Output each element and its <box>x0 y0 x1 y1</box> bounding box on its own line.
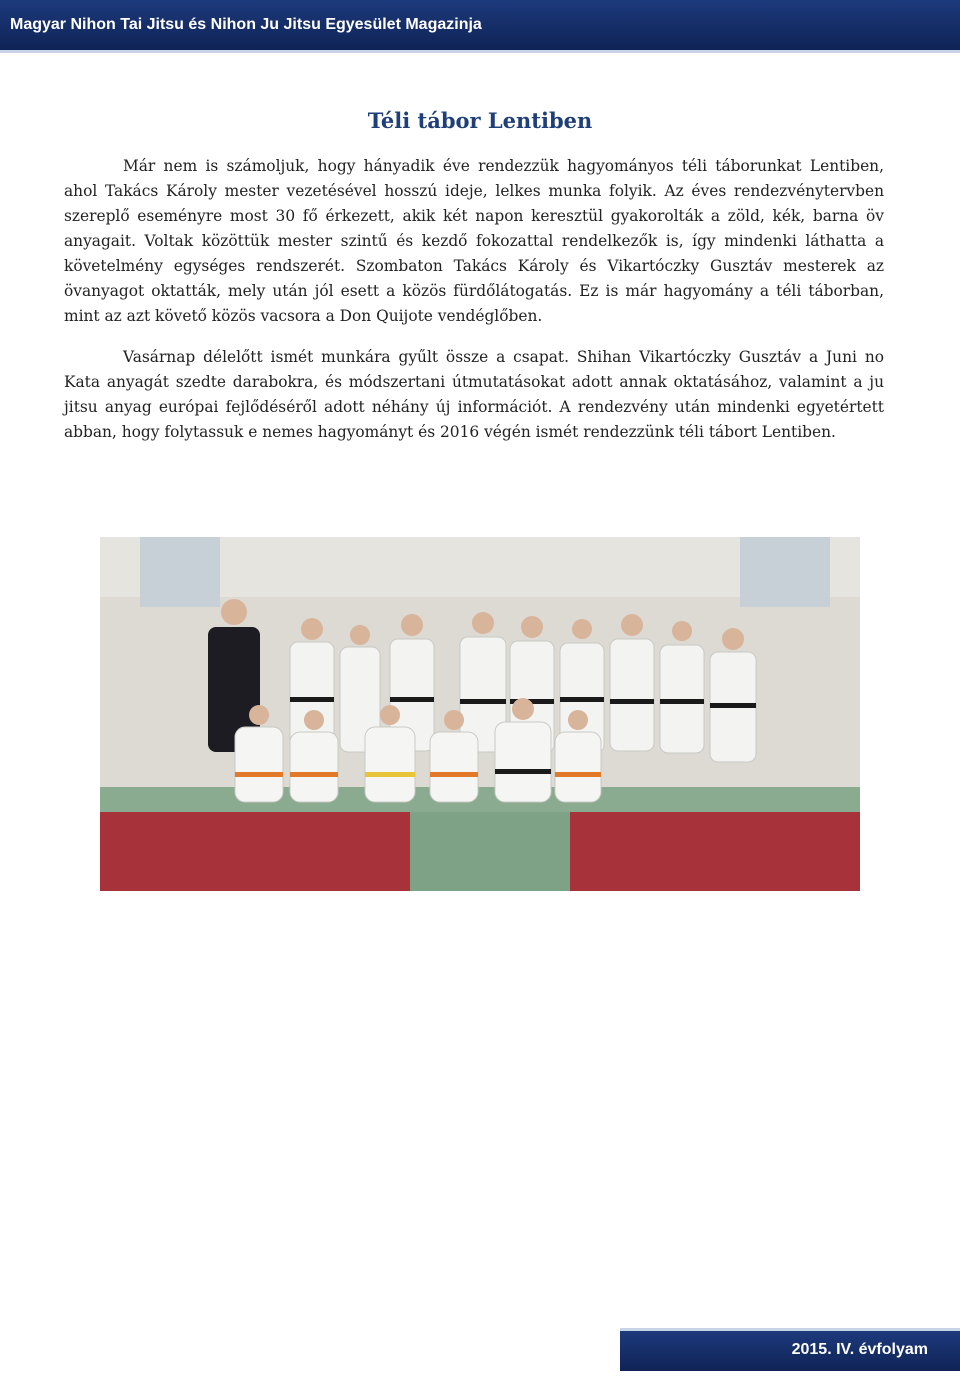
article-body <box>64 154 884 445</box>
article-title: Téli tábor Lentiben <box>367 108 593 133</box>
magazine-title: Magyar Nihon Tai Jitsu és Nihon Ju Jitsu Egyesület Magazinja <box>10 16 482 33</box>
article-paragraph-2: Vasárnap délelőtt ismét munkára gyűlt össze a csapat. Shihan Vikartóczky Gusztáv a Juni no Kata anyagát szedte darabokra, és módszertani útmutatásokat adott annak oktatásához, valamint a ju jitsu anyag európai fejlődéséről adott néhány új információt. A rendezvény után mindenki egyetértett abban, hogy folytassuk e nemes hagyományt és 2016 végén ismét rendezzünk téli tábort Lentiben. <box>64 348 884 441</box>
issue-label: 2015. IV. évfolyam <box>791 1341 928 1358</box>
group-photo <box>100 537 860 891</box>
magazine-header-bar <box>0 0 960 53</box>
magazine-footer-bar <box>620 1328 960 1371</box>
article-paragraph-1: Már nem is számoljuk, hogy hányadik éve rendezzük hagyományos téli táborunkat Lentiben, ahol Takács Károly mester vezetésével hosszú ideje, lelkes munka folyik. Az éves rendezvénytervben szereplő eseményre most 30 fő érkezett, akik két napon keresztül gyakorolták a zöld, kék, barna öv anyagait. Voltak közöttük mester szintű és kezdő fokozattal rendelkezők is, így mindenki láthatta a követelmény egységes rendszerét. Szombaton Takács Károly és Vikartóczky Gusztáv mesterek az övanyagot oktatták, mely után jól esett a közös fürdőlátogatás. Ez is már hagyomány a téli táborban, mint az azt követő közös vacsora a Don Quijote vendéglőben. <box>64 157 884 325</box>
